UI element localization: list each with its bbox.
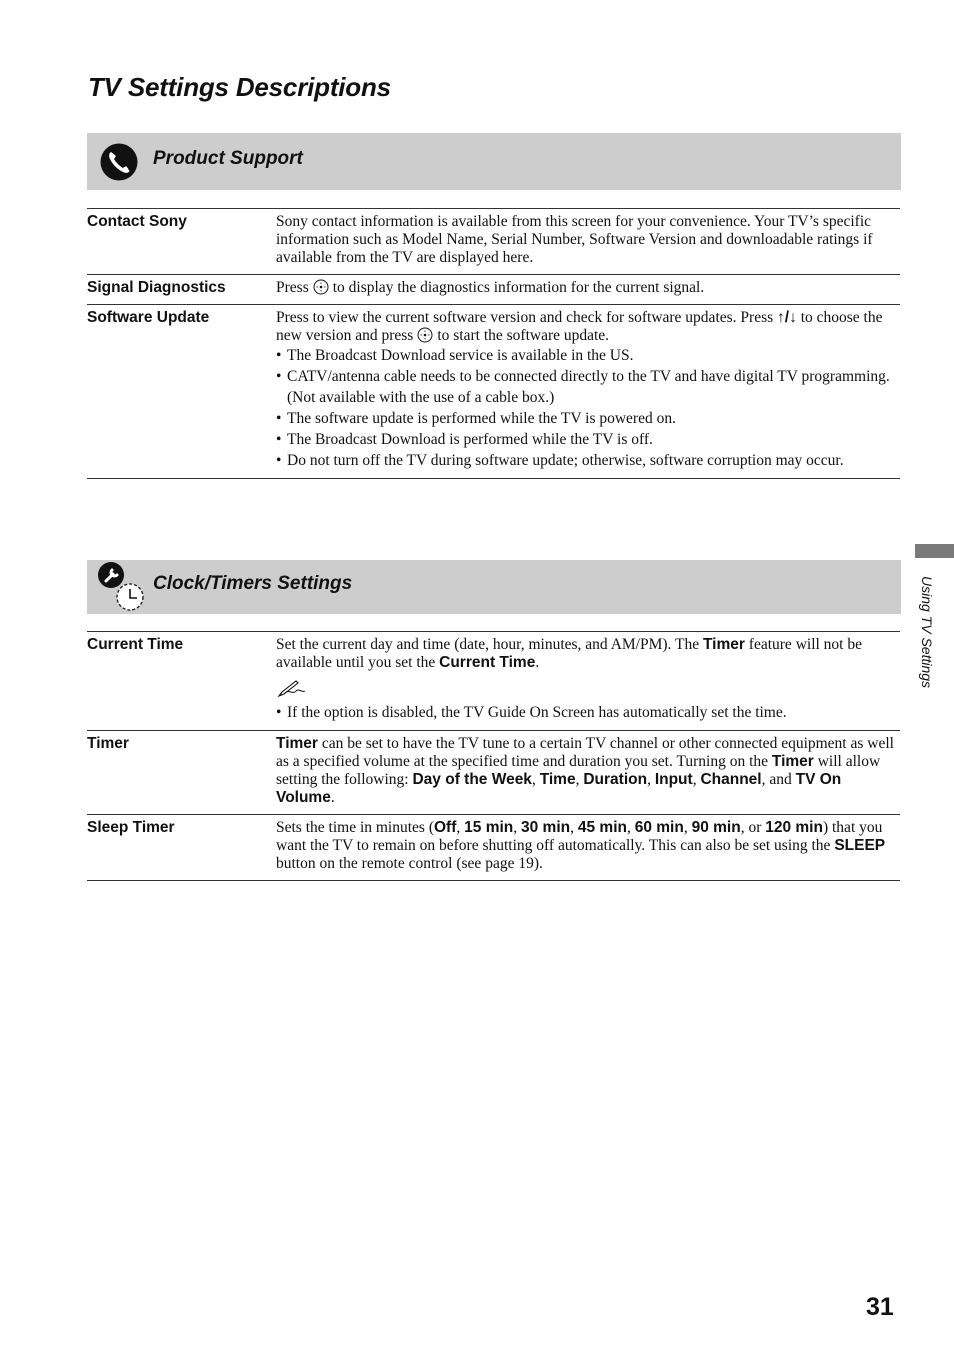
page-title: TV Settings Descriptions bbox=[88, 72, 391, 102]
enter-button-icon bbox=[313, 279, 329, 295]
setting-term: Signal Diagnostics bbox=[87, 275, 276, 305]
separator: , bbox=[626, 819, 635, 836]
list-item: • Do not turn off the TV during software update; otherwise, software corruption may occur. bbox=[276, 450, 900, 471]
text: to start the software update. bbox=[437, 327, 610, 344]
option-30-min: 30 min bbox=[521, 819, 571, 836]
text: Set the current day and time (date, hour, minutes, and AM/PM). The bbox=[276, 636, 700, 653]
list-item: • The Broadcast Download service is available in the US. bbox=[276, 345, 900, 366]
text: will allow setting the following: bbox=[276, 753, 881, 788]
text: Sets the time in minutes ( bbox=[276, 819, 434, 836]
bold-term: TV On Volume bbox=[276, 771, 842, 806]
bold-term: Timer bbox=[276, 735, 318, 752]
bold-term: SLEEP bbox=[834, 837, 886, 854]
side-tab-marker bbox=[915, 544, 954, 558]
separator: , bbox=[456, 819, 465, 836]
setting-description: Sony contact information is available from this screen for your convenience. Your TV’s specific information such as Model Name, Serial Number, Software Version and downloadable ratings if available from the TV are displayed here. bbox=[276, 209, 900, 275]
bold-term: Time bbox=[539, 771, 576, 788]
page-number: 31 bbox=[866, 1293, 894, 1321]
product-support-table bbox=[87, 208, 900, 479]
section-title: Product Support bbox=[153, 148, 303, 169]
setting-description bbox=[276, 815, 900, 881]
section-title: Clock/Timers Settings bbox=[153, 573, 353, 594]
setting-term: Sleep Timer bbox=[87, 815, 276, 881]
text: , and bbox=[761, 771, 792, 788]
option-45-min: 45 min bbox=[577, 819, 627, 836]
text: can be set to have the TV tune to a certain TV channel or other connected equipment as well as a specified volume at the specified time and duration you set. Turning on the bbox=[276, 735, 894, 770]
table-row bbox=[87, 209, 900, 275]
list-item: • The Broadcast Download is performed while the TV is off. bbox=[276, 429, 900, 450]
separator: , bbox=[513, 819, 521, 836]
option-15-min: 15 min bbox=[464, 819, 514, 836]
option-off: Off bbox=[434, 819, 457, 836]
pencil-note-icon bbox=[276, 680, 306, 698]
text: feature will not be available until you set the bbox=[276, 636, 862, 671]
setting-description bbox=[276, 731, 900, 815]
separator: , bbox=[570, 819, 578, 836]
setting-description bbox=[276, 275, 900, 305]
phone-icon bbox=[100, 143, 138, 181]
setting-term: Timer bbox=[87, 731, 276, 815]
setting-description bbox=[276, 632, 900, 731]
option-90-min: 90 min bbox=[691, 819, 741, 836]
separator: , or bbox=[740, 819, 766, 836]
setting-description bbox=[276, 305, 900, 479]
bullet-list bbox=[276, 345, 900, 471]
note-text: • If the option is disabled, the TV Guide On Screen has automatically set the time. bbox=[276, 702, 900, 723]
bold-term: Timer bbox=[771, 753, 814, 770]
table-row bbox=[87, 305, 900, 479]
note-list bbox=[276, 702, 900, 723]
setting-term: Current Time bbox=[87, 632, 276, 731]
wrench-clock-icon bbox=[93, 560, 149, 614]
enter-button-icon bbox=[417, 327, 433, 343]
text: . bbox=[330, 789, 335, 806]
separator: , bbox=[683, 819, 692, 836]
text: to choose the new version and press bbox=[276, 309, 883, 344]
bold-term: Timer bbox=[702, 636, 745, 653]
bold-term: Duration bbox=[583, 771, 648, 788]
separator: , bbox=[692, 771, 697, 788]
table-row bbox=[87, 731, 900, 815]
separator: , bbox=[531, 771, 536, 788]
separator: , bbox=[575, 771, 580, 788]
text: . bbox=[535, 654, 540, 671]
list-item: • The software update is performed while the TV is powered on. bbox=[276, 408, 900, 429]
clock-timers-table bbox=[87, 631, 900, 881]
bold-term: Day of the Week bbox=[412, 771, 532, 788]
bold-term: Current Time bbox=[439, 654, 536, 671]
text: to display the diagnostics information for the current signal. bbox=[332, 279, 705, 296]
separator: , bbox=[647, 771, 651, 788]
list-item: • CATV/antenna cable needs to be connected directly to the TV and have digital TV programming. (Not available with the use of a cable box.) bbox=[276, 366, 900, 408]
text: Press bbox=[276, 279, 309, 296]
bold-term: Input bbox=[654, 771, 693, 788]
table-row bbox=[87, 275, 900, 305]
text: ) that you want the TV to remain on before shutting off automatically. This can also be set using the bbox=[276, 819, 883, 854]
bold-term: Channel bbox=[700, 771, 762, 788]
section-header-product-support bbox=[87, 133, 901, 190]
side-tab-label: Using TV Settings bbox=[919, 576, 935, 689]
setting-term: Contact Sony bbox=[87, 209, 276, 275]
text: Press to view the current software version and check for software updates. Press bbox=[276, 309, 774, 326]
option-120-min: 120 min bbox=[765, 819, 823, 836]
section-header-clock-timers bbox=[87, 560, 901, 614]
option-60-min: 60 min bbox=[634, 819, 684, 836]
up-down-arrows: ↑/↓ bbox=[777, 309, 797, 326]
text: button on the remote control (see page 19). bbox=[276, 855, 543, 872]
setting-term: Software Update bbox=[87, 305, 276, 479]
table-row bbox=[87, 815, 900, 881]
table-row bbox=[87, 632, 900, 731]
